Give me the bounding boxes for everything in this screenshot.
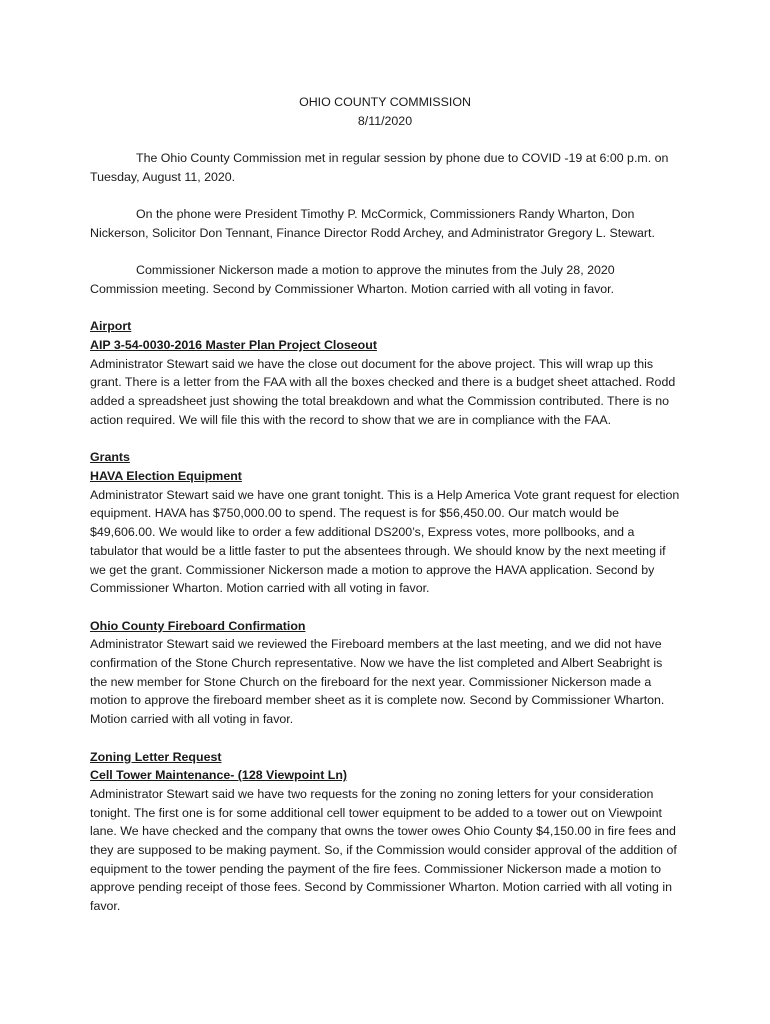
document-body [90, 93, 680, 916]
section-text: Administrator Stewart said we reviewed the Fireboard members at the last meeting, and we did not have confirmation of the Stone Church representative. Now we have the list completed and Albert Seabright is the new member for Stone Church on the fireboard for the next year. Commissioner Nickerson made a motion to approve the fireboard member sheet as it is complete now. Second by Commissioner Wharton. Motion carried with all voting in favor. [90, 637, 665, 727]
section-heading: Airport [90, 319, 132, 334]
section-grants [90, 448, 680, 598]
section-text: Administrator Stewart said we have the close out document for the above project. This will wrap up this grant. There is a letter from the FAA with all the boxes checked and there is a budget sheet attached. Rodd added a spreadsheet just showing the total breakdown and what the Commission contributed. There is no action required. We will file this with the record to show that we are in compliance with the FAA. [90, 356, 676, 427]
spacer [90, 430, 680, 449]
section-zoning [90, 748, 680, 916]
section-subheading: HAVA Election Equipment [90, 468, 242, 483]
section-heading: Ohio County Fireboard Confirmation [90, 618, 306, 633]
section-text: Administrator Stewart said we have two requests for the zoning no zoning letters for your consideration tonight. The first one is for some additional cell tower equipment to be added to a tower out on Viewpoint lane. We have checked and the company that owns the tower owes Ohio County $4,150.00 in fire fees and they are supposed to be making payment. So, if the Commission would consider approval of the addition of equipment to the tower pending the payment of the fire fees. Commissioner Nickerson made a motion to approve pending receipt of those fees. Second by Commissioner Wharton. Motion carried with all voting in favor. [90, 786, 677, 914]
section-subheading: Cell Tower Maintenance- (128 Viewpoint Ln) [90, 768, 348, 783]
intro-paragraph-meeting: The Ohio County Commission met in regular session by phone due to COVID -19 at 6:00 p.m. on Tuesday, August 11, 2020. [90, 151, 669, 184]
spacer [90, 729, 680, 748]
document-date: 8/11/2020 [357, 113, 413, 128]
section-subheading: AIP 3-54-0030-2016 Master Plan Project Closeout [90, 338, 377, 353]
document-title: OHIO COUNTY COMMISSION [299, 95, 471, 109]
spacer [90, 130, 680, 149]
intro-paragraph-attendees: On the phone were President Timothy P. McCormick, Commissioners Randy Wharton, Don Nickerson, Solicitor Don Tennant, Finance Director Rodd Archey, and Administrator Gregory L. Stewart. [90, 207, 655, 240]
section-heading: Grants [90, 450, 130, 465]
section-heading: Zoning Letter Request [90, 749, 222, 764]
spacer [90, 598, 680, 617]
intro-paragraph-minutes: Commissioner Nickerson made a motion to approve the minutes from the July 28, 2020 Commission meeting. Second by Commissioner Wharton. Motion carried with all voting in favor. [90, 263, 615, 296]
section-fireboard [90, 617, 680, 729]
section-airport [90, 317, 680, 429]
spacer [90, 187, 680, 206]
spacer [90, 299, 680, 318]
section-text: Administrator Stewart said we have one grant tonight. This is a Help America Vote grant request for election equipment. HAVA has $750,000.00 to spend. The request is for $56,450.00. Our match would be $49,606.00. We would like to order a few additional DS200’s, Express votes, more pollbooks, and a tabulator that would be a little faster to put the absentees through. We should know by the next meeting if we get the grant. Commissioner Nickerson made a motion to approve the HAVA application. Second by Commissioner Wharton. Motion carried with all voting in favor. [90, 487, 680, 596]
spacer [90, 243, 680, 262]
